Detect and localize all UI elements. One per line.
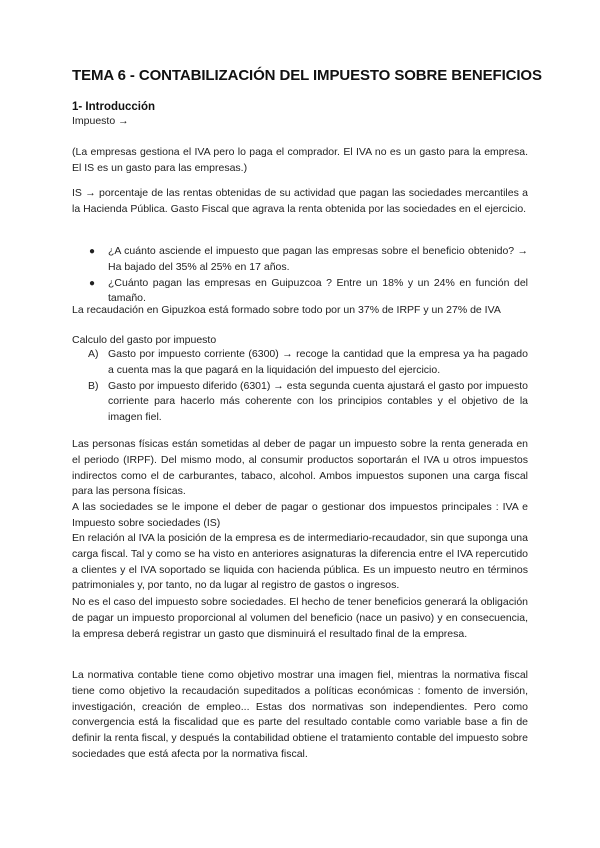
paragraph-iva-note: (La empresas gestiona el IVA pero lo paga el comprador. El IVA no es un gasto para la empresa. El IS es un gasto para las empresas.) [72,146,528,174]
list-letter: A) [88,348,99,360]
paragraph-relacion-iva: En relación al IVA la posición de la empresa es de intermediario-recaudador, sin que suponga una carga fiscal. Tal y como se ha visto en anteriores asignaturas la diferencia entre el IVA repercutido a clientes y el IVA soportado se liquida con hacienda pública. Es un impuesto neutro en términos patrimoniales y, por tanto, no da lugar al registro de gastos o ingresos. [72,532,528,592]
bullet-icon: ● [89,246,96,257]
paragraph-is-definition: IS → porcentaje de las rentas obtenidas de su actividad que pagan las sociedades mercantiles a la Hacienda Pública. Gasto Fiscal que agrava la renta obtenida por las sociedades en el ejercicio. [72,187,528,215]
list-item [72,244,528,276]
list-item [72,379,528,426]
paragraph-normativa: La normativa contable tiene como objetivo mostrar una imagen fiel, mientras la normativa fiscal tiene como objetivo la recaudación supeditados a políticas económicas : fomento de inversión, investigación, creación de empleo... Estas dos normativas son independientes. Pero como convergencia está la fiscalidad que es parte del resultado contable como variable base a fin de definir la renta fiscal, y después la contabilidad obtiene el tratamiento contable del impuesto sobre sociedades que está afecta por la normativa fiscal. [72,669,528,760]
list-letter: B) [88,379,99,392]
list-item-text: Gasto por impuesto corriente (6300) → recoge la cantidad que la empresa ya ha pagado a cuenta mas la que pagará en la liquidación del impuesto del ejercicio. [108,348,528,376]
list-item [72,347,528,379]
calculo-heading: Calculo del gasto por impuesto [72,334,217,346]
page-title: TEMA 6 - CONTABILIZACIÓN DEL IMPUESTO SOBRE BENEFICIOS [72,67,542,84]
paragraph-sociedades: A las sociedades se le impone el deber de pagar o gestionar dos impuestos principales : IVA e Impuesto sobre sociedades (IS) [72,501,528,529]
list-item-text: Gasto por impuesto diferido (6301) → esta segunda cuenta ajustará el gasto por impuesto corriente para hacerlo más coherente con los principios contables y el objetivo de la imagen fiel. [108,379,528,424]
bullet-icon: ● [89,277,96,289]
gasto-list [72,347,528,426]
impuesto-label: Impuesto → [72,115,129,127]
paragraph-gipuzkoa: La recaudación en Gipuzkoa está formado sobre todo por un 37% de IRPF y un 27% de IVA [72,304,501,316]
question-list [72,244,528,307]
list-item-text: ¿Cuánto pagan las empresas en Guipuzcoa ? Entre un 18% y un 24% en función del tamaño. [108,276,528,305]
section-heading-introduccion: 1- Introducción [72,101,156,113]
paragraph-personas-fisicas: Las personas físicas están sometidas al deber de pagar un impuesto sobre la renta generada en el periodo (IRPF). Del mismo modo, al consumir productos soportarán el IVA u otros impuestos indirectos como el de carburantes, tabaco, alcohol. Ambos impuestos suponen una carga fiscal para las persona físicas. [72,438,528,498]
paragraph-impuesto-sociedades: No es el caso del impuesto sobre sociedades. El hecho de tener beneficios generará la obligación de pagar un impuesto proporcional al volumen del beneficio (nace un pasivo) y en consecuencia, la empresa deberá registrar un gasto que disminuirá el resultado final de la empresa. [72,596,528,640]
list-item-text: ¿A cuánto asciende el impuesto que pagan las empresas sobre el beneficio obtenido? → Ha bajado del 35% al 25% en 17 años. [108,245,528,273]
